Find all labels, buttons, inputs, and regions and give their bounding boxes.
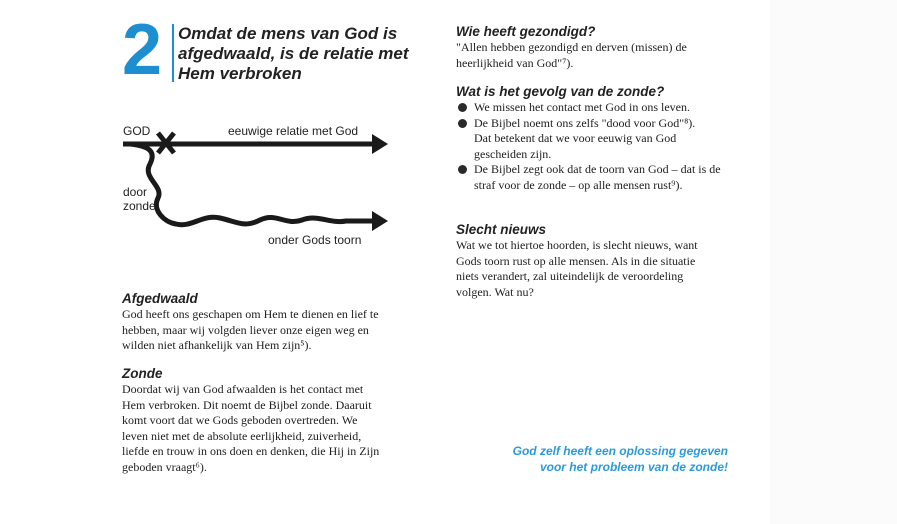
zonde-label: zonde: [123, 199, 156, 213]
text-line: geboden vraagt⁶).: [122, 459, 207, 474]
chapter-divider: [172, 24, 174, 82]
text-line: We missen het contact met God in ons leven.: [474, 100, 690, 114]
text-line: Doordat wij van God afwaalden is het contact met: [122, 382, 364, 396]
text-line: hebben, maar wij volgden liever onze eigen weg en: [122, 322, 369, 337]
page-edge: [770, 0, 897, 524]
text-line: Gods toorn rust op alle mensen. Als in die situatie: [456, 253, 696, 268]
zonde-heading: Zonde: [122, 366, 163, 381]
text-line: volgen. Wat nu?: [456, 284, 534, 299]
text-line: straf voor de zonde – op alle mensen rust⁹).: [474, 177, 683, 192]
gevolg-heading: Wat is het gevolg van de zonde?: [456, 84, 665, 99]
gevolg-bullet-list: [456, 100, 756, 193]
text-line: niets verandert, zal uiteindelijk de veroordeling: [456, 269, 684, 283]
afgedwaald-text: [122, 307, 379, 354]
top-path-arrowhead: [372, 134, 388, 154]
zonde-text: [122, 382, 379, 475]
text-line: De Bijbel zegt ook dat de toorn van God – dat is de: [474, 162, 721, 176]
bullet-icon: [458, 165, 467, 174]
god-label: GOD: [123, 124, 151, 138]
text-line: leven niet met de absolute eerlijkheid, zuiverheid,: [122, 428, 362, 443]
bottom-path-arrowhead: [372, 211, 388, 231]
closing-statement: [470, 444, 728, 475]
bullet-icon: [458, 103, 467, 112]
gezondigd-text: [456, 40, 687, 71]
closing-line: God zelf heeft een oplossing gegeven: [512, 444, 728, 458]
separation-diagram: [120, 116, 400, 256]
text-line: wilden niet afhankelijk van Hem zijn⁵).: [122, 338, 312, 352]
gezondigd-heading: Wie heeft gezondigd?: [456, 24, 596, 39]
text-line: Hem verbroken. Dit noemt de Bijbel zonde. Daaruit: [122, 397, 372, 412]
slecht-nieuws-text: [456, 238, 698, 300]
slecht-nieuws-heading: Slecht nieuws: [456, 222, 547, 237]
text-line: Dat betekent dat we voor eeuwig van God: [474, 131, 677, 145]
top-path-label: eeuwige relatie met God: [228, 124, 359, 138]
sin-path-line: [130, 144, 378, 225]
text-line: gescheiden zijn.: [474, 146, 552, 161]
afgedwaald-heading: Afgedwaald: [122, 291, 198, 306]
list-item: [456, 162, 756, 193]
bottom-path-label: onder Gods toorn: [268, 233, 362, 247]
text-line: God heeft ons geschapen om Hem te dienen en lief te: [122, 307, 379, 321]
chapter-title: Omdat de mens van God is afgedwaald, is de relatie met Hem verbroken: [178, 24, 409, 83]
door-label: door: [123, 185, 148, 199]
text-line: heerlijkheid van God"⁷).: [456, 55, 574, 70]
chapter-number: 2: [122, 10, 161, 90]
bullet-icon: [458, 119, 467, 128]
text-line: komt voort dat we Gods geboden overtreden. We: [122, 413, 358, 427]
list-item: [456, 116, 756, 163]
list-item: [456, 100, 756, 116]
text-line: liefde en trouw in ons doen en denken, die Hij in Zijn: [122, 444, 380, 458]
text-line: "Allen hebben gezondigd en derven (missen) de: [456, 40, 687, 54]
text-line: De Bijbel noemt ons zelfs "dood voor God"⁸).: [474, 115, 696, 130]
closing-line: voor het probleem van de zonde!: [539, 459, 728, 474]
text-line: Wat we tot hiertoe hoorden, is slecht nieuws, want: [456, 238, 698, 252]
